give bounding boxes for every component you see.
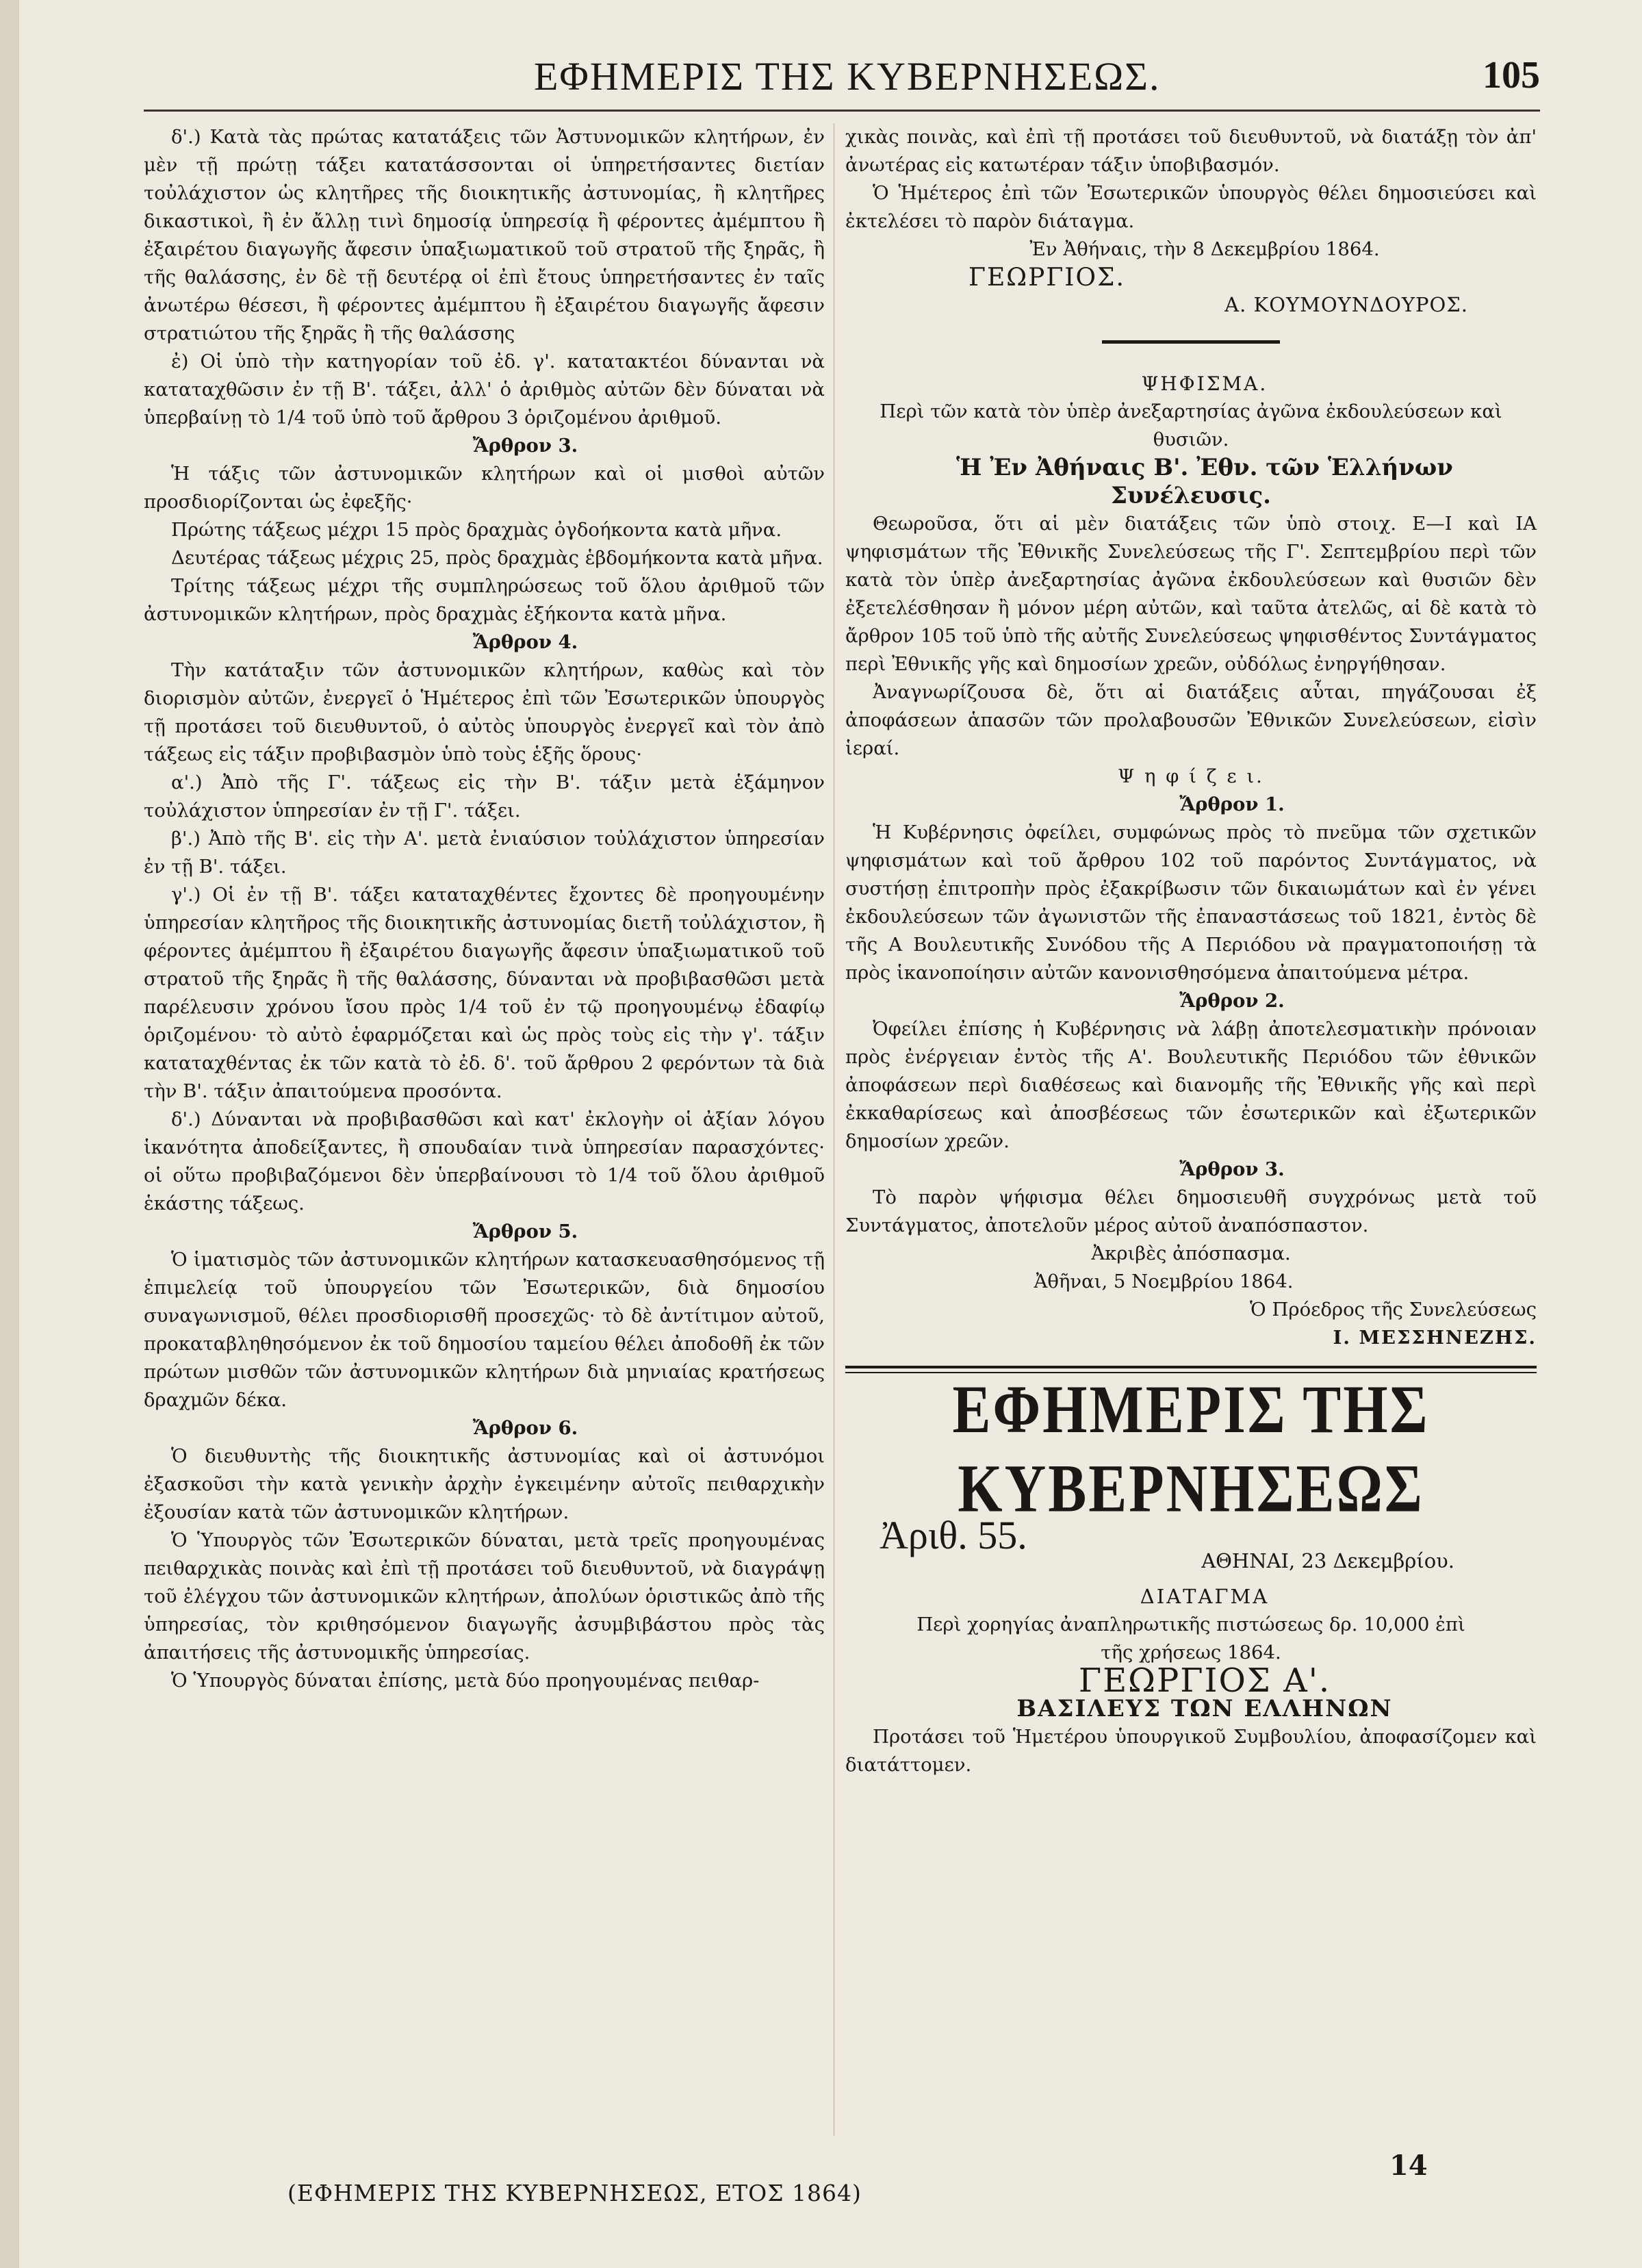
section-rule [1102, 340, 1280, 344]
psifizei-line: Ψ η φ ί ζ ε ι. [1118, 765, 1264, 787]
king-name: ΓΕΩΡΓΙΟΣ Α'. [1078, 1661, 1331, 1700]
king-signature: ΓΕΩΡΓΙΟΣ. [968, 264, 1125, 292]
paragraph: δ'.) Κατὰ τὰς πρώτας κατατάξεις τῶν Ἀστυνομικῶν κλητήρων, ἐν μὲν τῇ πρώτῃ τάξει κατατάσσονται οἱ ὑπηρετήσαντες διετίαν τοὐλάχιστον ὡς κλητῆρες τῆς διοικητικῆς ἀστυνομίας, ἢ κλητῆρες δικαστικοὶ, ἢ ἐν ἄλλῃ τινὶ δημοσίᾳ ὑπηρεσίᾳ ἢ φέροντες ἀμέμπτου ἢ ἐξαιρέτου διαγωγῆς ἄφεσιν ὑπαξιωματικοῦ τοῦ στρατοῦ τῆς ξηρᾶς, ἢ τῆς θαλάσσης, ἐν δὲ τῇ δευτέρᾳ οἱ ἐπὶ ἔτους ὑπηρετήσαντες ἐν ταῖς ἀνωτέρω θέσεσι, ἢ φέροντες ἀμέμπτου ἢ ἐξαιρέτου διαγωγῆς ἄφεσιν στρατιώτου τῆς ξηρᾶς ἢ τῆς θαλάσσης [144, 126, 825, 344]
psifisma-heading: ΨΗΦΙΣΜΑ. [1141, 372, 1268, 395]
page-header [144, 53, 1540, 101]
article-heading: Ἄρθρον 1. [1179, 793, 1285, 815]
page-binding-edge [0, 0, 19, 2268]
king-title: ΒΑΣΙΛΕΥΣ ΤΩΝ ΕΛΛΗΝΩΝ [1016, 1695, 1393, 1722]
paragraph: α'.) Ἀπὸ τῆς Γ'. τάξεως εἰς τὴν Β'. τάξιν μετὰ ἑξάμηνον τοὐλάχιστον ὑπηρεσίαν ἐν τῇ Γ'. τάξει. [144, 772, 825, 821]
header-rule [144, 110, 1540, 112]
masthead-title: ΕΦΗΜΕΡΙΣ ΤΗΣ ΚΥΒΕΡΝΗΣΕΩΣ [952, 1372, 1430, 1527]
diatagma-subject: Περὶ χορηγίας ἀναπληρωτικῆς πιστώσεως δρ. 10,000 ἐπὶ τῆς χρήσεως 1864. [916, 1614, 1465, 1664]
president-name: Ι. ΜΕΣΣΗΝΕΖΗΣ. [1333, 1327, 1537, 1349]
article-heading: Ἄρθρον 2. [1179, 990, 1285, 1012]
paragraph: δ'.) Δύνανται νὰ προβιβασθῶσι καὶ κατ' ἐκλογὴν οἱ ἀξίαν λόγου ἱκανότητα ἀποδείξαντες, ἢ σπουδαίαν τινὰ ὑπηρεσίαν παρασχόντες· οἱ οὕτω προβιβαζόμενοι δὲν ὑπερβαίνουσι τὸ 1/4 τοῦ ὅλου ἀριθμοῦ ἑκάστης τάξεως. [144, 1108, 825, 1214]
paragraph: Ὁ Ὑπουργὸς δύναται ἐπίσης, μετὰ δύο προηγουμένας πειθαρ- [171, 1670, 760, 1692]
article-heading: Ἄρθρον 6. [472, 1417, 578, 1439]
paragraph: Ὀφείλει ἐπίσης ἡ Κυβέρνησις νὰ λάβῃ ἀποτελεσματικὴν πρόνοιαν πρὸς ἐνέργειαν ἐντὸς τῆς Α'. Βουλευτικῆς Περιόδου τῶν ἐθνικῶν ἀποφάσεων περὶ διαθέσεως καὶ διανομῆς τῆς Ἐθνικῆς γῆς καὶ περὶ ἐκκαθαρίσεως καὶ ἀποσβέσεως τῶν ἐσωτερικῶν καὶ ἐξωτερικῶν δημοσίων χρεῶν. [845, 1018, 1537, 1152]
paragraph: Ἡ Κυβέρνησις ὀφείλει, συμφώνως πρὸς τὸ πνεῦμα τῶν σχετικῶν ψηφισμάτων καὶ τοῦ ἄρθρου 102 τοῦ παρόντος Συντάγματος, νὰ συστήσῃ ἐπιτροπὴν πρὸς ἐξακρίβωσιν τῶν δικαιωμάτων καὶ ἐν γένει ἐκδουλεύσεων τῶν ἀγωνιστῶν τῆς ἐπαναστάσεως τοῦ 1821, ἐντὸς δὲ τῆς Α Βουλευτικῆς Συνόδου τῆς Α Περιόδου νὰ πραγματοποιήσῃ τὰ πρὸς ἱκανοποίησιν αὐτῶν κανονισθησόμενα ἀπαιτούμενα μέτρα. [845, 821, 1537, 984]
article-heading: Ἄρθρον 3. [472, 435, 578, 457]
paragraph: γ'.) Οἱ ἐν τῇ Β'. τάξει καταταχθέντες ἔχοντες δὲ προηγουμένην ὑπηρεσίαν κλητῆρος τῆς διοικητικῆς ἀστυνομίας διετῆ τοὐλάχιστον, ἢ φέροντες ἀμέμπτου ἢ ἐξαιρέτου διαγωγῆς ἄφεσιν ὑπαξιωματικοῦ τοῦ στρατοῦ τῆς ξηρᾶς ἢ τῆς θαλάσσης, δύνανται νὰ προβιβασθῶσι μετὰ παρέλευσιν χρόνου ἴσου πρὸς 1/4 τοῦ ἐν τῷ προηγουμένῳ ἐδαφίῳ ὁριζομένου· τὸ αὐτὸ ἐφαρμόζεται καὶ ὡς πρὸς τοὺς εἰς τὴν γ'. τάξιν καταταχθέντας ἐκ τῶν κατὰ τὸ ἐδ. δ'. τοῦ ἄρθρου 2 φερόντων τὰ διὰ τὴν Β'. τάξιν ἀπαιτούμενα προσόντα. [144, 884, 825, 1102]
issue-row [845, 1513, 1537, 1583]
paragraph: Ὁ Ἡμέτερος ἐπὶ τῶν Ἐσωτερικῶν ὑπουργὸς θέλει δημοσιεύσει καὶ ἐκτελέσει τὸ παρὸν διάταγμα. [845, 182, 1537, 232]
paragraph: Προτάσει τοῦ Ἡμετέρου ὑπουργικοῦ Συμβουλίου, ἀποφασίζομεν καὶ διατάττομεν. [845, 1726, 1537, 1776]
paragraph: Ὁ ἱματισμὸς τῶν ἀστυνομικῶν κλητήρων κατασκευασθησόμενος τῇ ἐπιμελείᾳ τοῦ ὑπουργείου τῶν Ἐσωτερικῶν, διὰ δημοσίου συναγωνισμοῦ, θέλει προσδιορισθῆ προσεχῶς· τὸ δὲ ἀντίτιμον αὐτοῦ, προκαταβληθησόμενον ἐκ τοῦ δημοσίου ταμείου θέλει ἀποδοθῆ ἐκ τῶν πρώτων μισθῶν τῶν ἀστυνομικῶν κλητήρων διὰ μηνιαίας κρατήσεως δραχμῶν δέκα. [144, 1249, 825, 1411]
salary-item: Δευτέρας τάξεως μέχρις 25, πρὸς δραχμὰς ἑβδομήκοντα κατὰ μῆνα. [171, 547, 823, 569]
certified-line: Ἀκριβὲς ἀπόσπασμα. [1091, 1243, 1291, 1264]
paragraph: Ὁ διευθυντὴς τῆς διοικητικῆς ἀστυνομίας καὶ οἱ ἀστυνόμοι ἐξασκοῦσι τὴν κατὰ γενικὴν ἀρχὴν ἐγκειμένην αὐτοῖς πειθαρχικὴν ἐξουσίαν κατὰ τῶν ἀστυνομικῶν κλητήρων. [144, 1445, 825, 1523]
signature-block [845, 264, 1537, 321]
paragraph: Ὁ Ὑπουργὸς τῶν Ἐσωτερικῶν δύναται, μετὰ τρεῖς προηγουμένας πειθαρχικὰς ποινὰς καὶ ἐπὶ τῇ προτάσει τοῦ διευθυντοῦ, νὰ διαγράψῃ τοῦ ἐλέγχου τῶν ἀστυνομικῶν κλητήρων, ἀπολύων ὁριστικῶς ἀπὸ τῆς ὑπηρεσίας, τὸν κριθησόμενον διαγωγῆς ἀσυμβιβάστου πρὸς τὰς ἀπαιτήσεις τῆς ἀστυνομικῆς ὑπηρεσίας. [144, 1529, 825, 1664]
minister-signature: Α. ΚΟΥΜΟΥΝΔΟΥΡΟΣ. [1224, 293, 1468, 316]
article-heading: Ἄρθρον 3. [1179, 1158, 1285, 1180]
paragraph: ἐ) Οἱ ὑπὸ τὴν κατηγορίαν τοῦ ἐδ. γ'. κατατακτέοι δύνανται νὰ καταταχθῶσιν ἐν τῇ Β'. τάξει, ἀλλ' ὁ ἀριθμὸς αὐτῶν δὲν δύναται νὰ ὑπερβαίνῃ τὸ 1/4 τοῦ ὑπὸ τοῦ ἄρθρου 3 ὁριζομένου ἀριθμοῦ. [144, 351, 825, 429]
right-column [845, 123, 1537, 1779]
paragraph: χικὰς ποινὰς, καὶ ἐπὶ τῇ προτάσει τοῦ διευθυντοῦ, νὰ διατάξῃ τὸν ἀπ' ἀνωτέρας εἰς κατωτέραν τάξιν ὑποβιβασμόν. [845, 126, 1537, 176]
decree-date: Ἐν Ἀθήναις, τὴν 8 Δεκεμβρίου 1864. [1029, 238, 1380, 260]
diatagma-heading: ΔΙΑΤΑΓΜΑ [1140, 1585, 1270, 1608]
issue-date: ΑΘΗΝΑΙ, 23 Δεκεμβρίου. [1201, 1549, 1454, 1572]
issue-number: Ἀριθ. 55. [880, 1513, 1027, 1557]
footer-imprint: (ΕΦΗΜΕΡΙΣ ΤΗΣ ΚΥΒΕΡΝΗΣΕΩΣ, ΕΤΟΣ 1864) [287, 2180, 862, 2206]
page-number: 105 [1483, 54, 1540, 97]
salary-item: Πρώτης τάξεως μέχρι 15 πρὸς δραχμὰς ὀγδοήκοντα κατὰ μῆνα. [171, 519, 782, 541]
paragraph: β'.) Ἀπὸ τῆς Β'. εἰς τὴν Α'. μετὰ ἐνιαύσιον τοὐλάχιστον ὑπηρεσίαν ἐν τῇ Β'. τάξει. [144, 828, 825, 878]
paragraph: Θεωροῦσα, ὅτι αἱ μὲν διατάξεις τῶν ὑπὸ στοιχ. Ε—Ι καὶ ΙΑ ψηφισμάτων τῆς Ἐθνικῆς Συνελεύσεως τῆς Γ'. Σεπτεμβρίου περὶ τῶν κατὰ τὸν ὑπὲρ ἀνεξαρτησίας ἀγῶνα ἐκδουλεύσεων καὶ θυσιῶν δὲν ἐξετελέσθησαν ἢ μόνον μέρη αὐτῶν, καὶ ταῦτα ἀτελῶς, αἱ δὲ κατὰ τὸ ἄρθρον 105 τοῦ ὑπὸ τῆς αὐτῆς Συνελεύσεως ψηφισθέντος Συντάγματος περὶ Ἐθνικῆς γῆς καὶ δημοσίων χρεῶν, οὐδόλως ἐνηργήθησαν. [845, 513, 1537, 675]
assembly-heading: Ἡ Ἐν Ἀθήναις Β'. Ἐθν. τῶν Ἑλλήνων Συνέλευσις. [956, 454, 1453, 509]
sheet-number: 14 [1389, 2150, 1428, 2182]
paragraph: Τὸ παρὸν ψήφισμα θέλει δημοσιευθῆ συγχρόνως μετὰ τοῦ Συντάγματος, ἀποτελοῦν μέρος αὐτοῦ ἀναπόσπαστον. [845, 1186, 1537, 1236]
article-heading: Ἄρθρον 4. [472, 631, 578, 653]
paragraph: Ἡ τάξις τῶν ἀστυνομικῶν κλητήρων καὶ οἱ μισθοὶ αὐτῶν προσδιορίζονται ὡς ἐφεξῆς· [144, 463, 825, 513]
paragraph: Ἀναγνωρίζουσα δὲ, ὅτι αἱ διατάξεις αὗται, πηγάζουσαι ἐξ ἀποφάσεων ἁπασῶν τῶν προλαβουσῶν Ἐθνικῶν Συνελεύσεων, εἰσὶν ἱεραί. [845, 681, 1537, 759]
article-heading: Ἄρθρον 5. [472, 1221, 578, 1243]
psifisma-subject: Περὶ τῶν κατὰ τὸν ὑπὲρ ἀνεξαρτησίας ἀγῶνα ἐκδουλεύσεων καὶ θυσιῶν. [880, 400, 1502, 450]
paragraph: Τὴν κατάταξιν τῶν ἀστυνομικῶν κλητήρων, καθὼς καὶ τὸν διορισμὸν αὐτῶν, ἐνεργεῖ ὁ Ἡμέτερος ἐπὶ τῶν Ἐσωτερικῶν ὑπουργὸς τῇ προτάσει τοῦ διευθυντοῦ, ὁ αὐτὸς ὑπουργὸς ἐνεργεῖ καὶ τὸν ἀπὸ τάξεως εἰς τάξιν προβιβασμὸν ὑπὸ τοὺς ἑξῆς ὅρους· [144, 659, 825, 765]
salary-item: Τρίτης τάξεως μέχρι τῆς συμπληρώσεως τοῦ ὅλου ἀριθμοῦ τῶν ἀστυνομικῶν κλητήρων, πρὸς δραχμὰς ἑξήκοντα κατὰ μῆνα. [144, 575, 825, 625]
president-title: Ὁ Πρόεδρος τῆς Συνελεύσεως [1250, 1299, 1537, 1321]
left-column [144, 123, 825, 1695]
running-title: ΕΦΗΜΕΡΙΣ ΤΗΣ ΚΥΒΕΡΝΗΣΕΩΣ. [534, 54, 1161, 99]
psifisma-date: Ἀθῆναι, 5 Νοεμβρίου 1864. [1034, 1271, 1294, 1292]
